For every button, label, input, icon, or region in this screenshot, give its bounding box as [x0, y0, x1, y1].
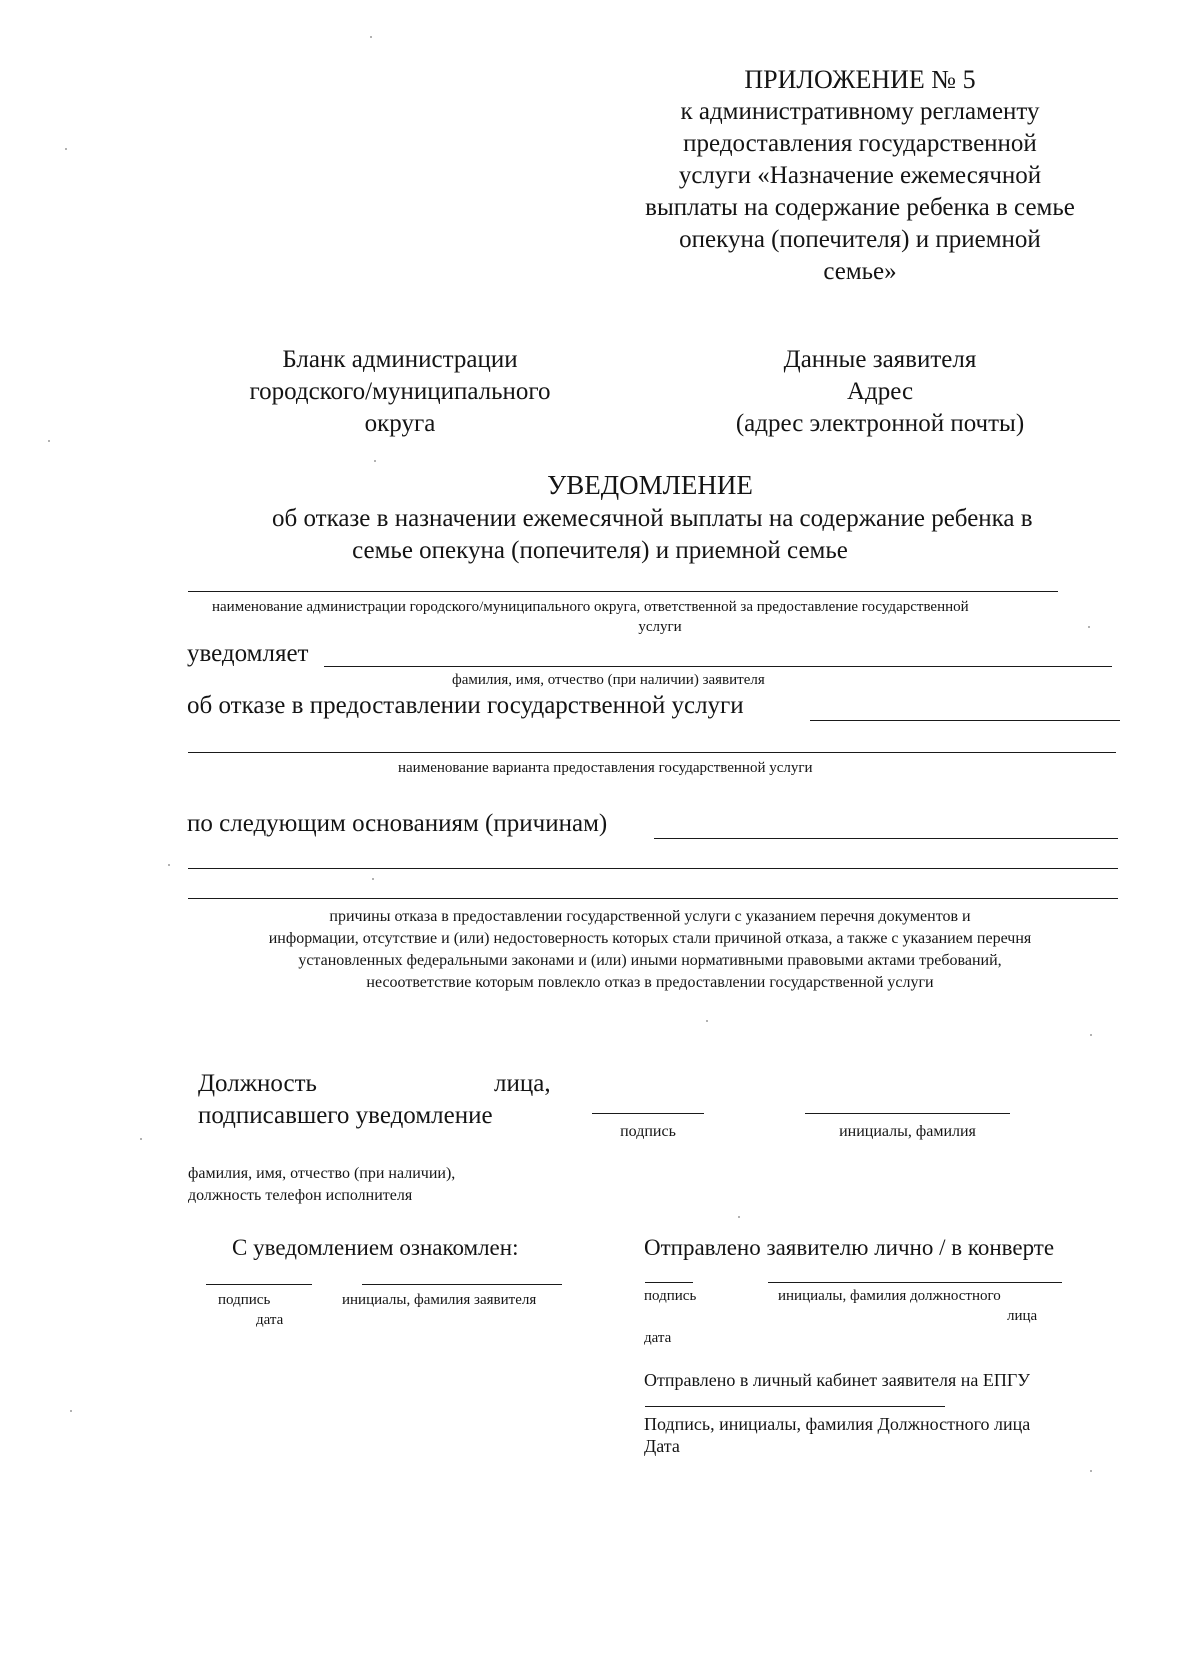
sent-name-caption: инициалы, фамилия должностного: [778, 1288, 1001, 1304]
grounds-field-line: [188, 868, 1118, 869]
applicant-data-line: Адрес: [846, 378, 914, 405]
scan-speck: [374, 460, 376, 462]
official-name-caption: инициалы, фамилия: [839, 1123, 976, 1140]
admin-name-field-line: [188, 591, 1058, 592]
acknowledgement-name-caption: инициалы, фамилия заявителя: [342, 1292, 537, 1308]
refusal-statement: об отказе в предоставлении государственной услуги: [187, 692, 744, 719]
epgu-statement: Отправлено в личный кабинет заявителя на ЕПГУ: [644, 1370, 1031, 1390]
service-variant-caption: наименование варианта предоставления государственной услуги: [398, 760, 813, 776]
scan-speck: [706, 1020, 708, 1022]
sent-signature-line: [645, 1282, 693, 1283]
appendix-line: опекуна (попечителя) и приемной: [679, 226, 1041, 253]
reasons-caption: установленных федеральными законами и (или) иными нормативными правовыми актами требований,: [298, 952, 1002, 969]
scan-speck: [372, 878, 374, 880]
sent-name-line: [768, 1282, 1062, 1283]
scan-speck: [48, 440, 50, 442]
official-signature-line: [592, 1113, 704, 1114]
scan-speck: [65, 148, 67, 150]
scan-speck: [168, 864, 170, 866]
notifies-label: уведомляет: [187, 640, 309, 667]
scan-speck: [1090, 1470, 1092, 1472]
sent-date-caption: дата: [644, 1330, 672, 1346]
grounds-field-line: [654, 838, 1118, 839]
applicant-name-caption: фамилия, имя, отчество (при наличии) заявителя: [452, 672, 765, 688]
applicant-data-line: Данные заявителя: [783, 346, 977, 373]
admin-name-caption: наименование администрации городского/муниципального округа, ответственной за предоставление государственной: [212, 599, 969, 615]
applicant-data-line: (адрес электронной почты): [735, 410, 1025, 437]
acknowledgement-title: С уведомлением ознакомлен:: [232, 1235, 519, 1260]
notice-subtitle: об отказе в назначении ежемесячной выплаты на содержание ребенка в: [272, 505, 1033, 532]
service-field-line: [810, 720, 1120, 721]
official-name-line: [805, 1113, 1010, 1114]
scan-speck: [1090, 1034, 1092, 1036]
notice-title: УВЕДОМЛЕНИЕ: [547, 470, 753, 500]
acknowledgement-name-line: [362, 1284, 562, 1285]
admin-name-caption: услуги: [638, 619, 682, 635]
scan-speck: [140, 1138, 142, 1140]
appendix-line: услуги «Назначение ежемесячной: [678, 162, 1042, 189]
reasons-caption: несоответствие которым повлекло отказ в предоставлении государственной услуги: [366, 974, 934, 991]
official-position-label: подписавшего уведомление: [198, 1102, 493, 1129]
grounds-field-line: [188, 898, 1118, 899]
acknowledgement-signature-line: [206, 1284, 312, 1285]
appendix-line: предоставления государственной: [683, 130, 1037, 157]
reasons-caption: информации, отсутствие и (или) недостоверность которых стали причиной отказа, а также с указанием перечня: [268, 930, 1032, 947]
official-position-label: Должность: [198, 1070, 317, 1097]
appendix-title: ПРИЛОЖЕНИЕ № 5: [744, 65, 976, 94]
sent-name-caption: лица: [1007, 1308, 1038, 1324]
appendix-line: к административному регламенту: [680, 98, 1040, 125]
appendix-line: выплаты на содержание ребенка в семье: [645, 194, 1075, 221]
admin-blank-line: Бланк администрации: [282, 346, 518, 373]
admin-blank-line: городского/муниципального: [249, 378, 551, 405]
executor-caption: фамилия, имя, отчество (при наличии),: [188, 1165, 456, 1182]
scan-speck: [370, 36, 372, 38]
applicant-name-field-line: [324, 666, 1112, 667]
grounds-label: по следующим основаниям (причинам): [187, 810, 608, 837]
scan-speck: [1088, 626, 1090, 628]
appendix-line: семье»: [823, 258, 897, 285]
official-position-label: лица,: [494, 1070, 551, 1097]
sent-signature-caption: подпись: [644, 1288, 697, 1304]
scan-speck: [70, 1410, 72, 1412]
acknowledgement-signature-caption: подпись: [218, 1292, 271, 1308]
reasons-caption: причины отказа в предоставлении государственной услуги с указанием перечня документов и: [329, 908, 971, 925]
executor-caption: должность телефон исполнителя: [188, 1187, 413, 1204]
sent-title: Отправлено заявителю лично / в конверте: [644, 1235, 1055, 1260]
service-variant-field-line: [188, 752, 1116, 753]
epgu-date-caption: Дата: [644, 1436, 680, 1456]
acknowledgement-date-caption: дата: [256, 1312, 284, 1328]
official-signature-caption: подпись: [620, 1123, 676, 1140]
epgu-signature-line: [645, 1406, 945, 1407]
admin-blank-line: округа: [364, 410, 436, 437]
epgu-signature-caption: Подпись, инициалы, фамилия Должностного лица: [644, 1414, 1031, 1434]
notice-subtitle: семье опекуна (попечителя) и приемной семье: [352, 537, 848, 564]
scan-speck: [738, 1216, 740, 1218]
